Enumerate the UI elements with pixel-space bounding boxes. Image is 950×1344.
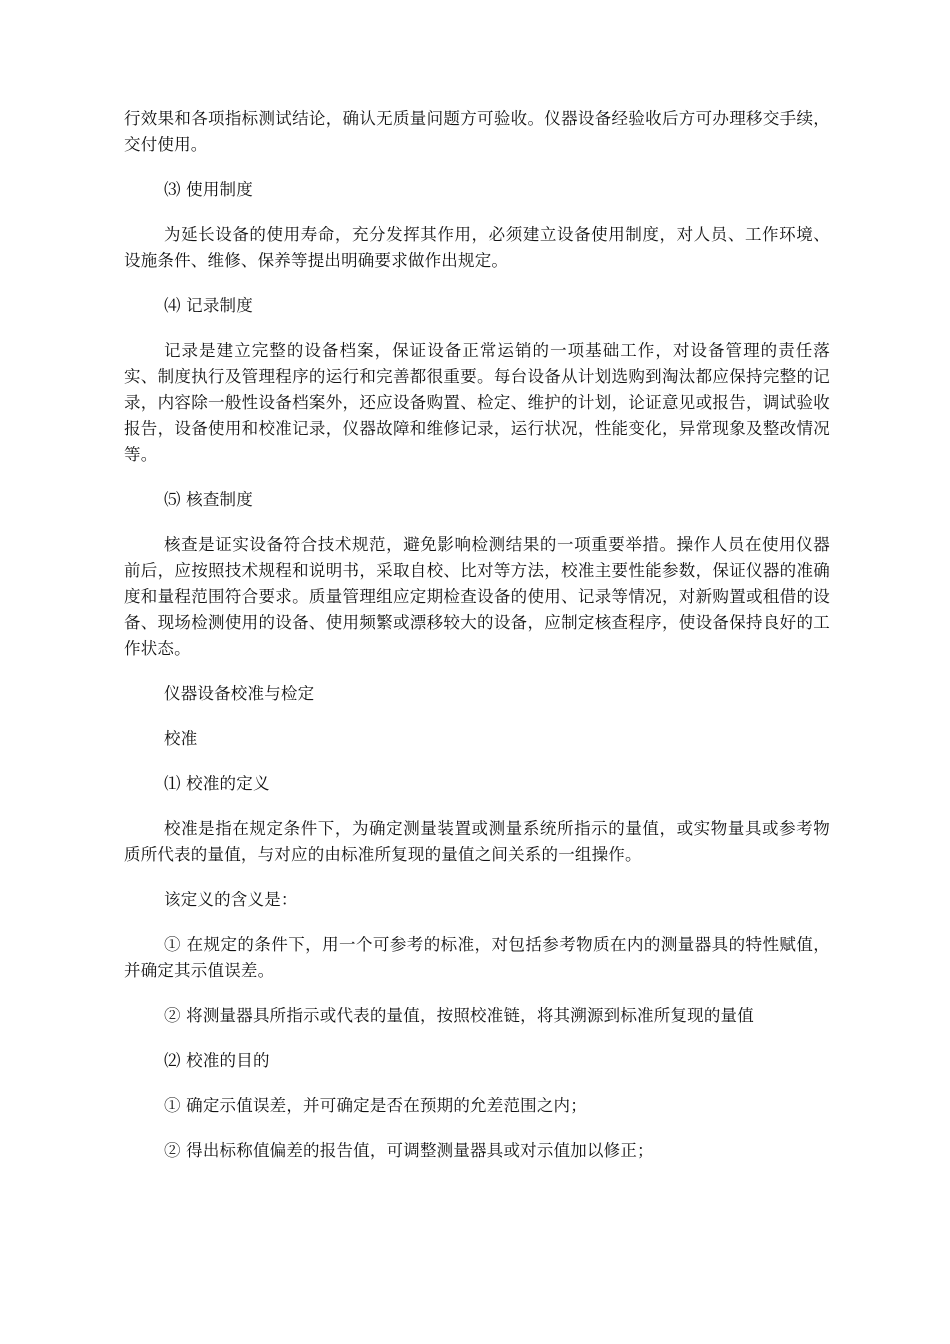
paragraph-record-system: 记录是建立完整的设备档案，保证设备正常运销的一项基础工作，对设备管理的责任落实、制度执行及管理程序的运行和完善都很重要。每台设备从计划选购到淘汰都应保持完整的记录，内容除一般性设备档案外，还应设备购置、检定、维护的计划，论证意见或报告，调试验收报告，设备使用和校准记录，仪器故障和维修记录，运行状况，性能变化，异常现象及整改情况等。 (124, 341, 830, 464)
paragraph-calibration-definition: 校准是指在规定条件下，为确定测量装置或测量系统所指示的量值，或实物量具或参考物质所代表的量值，与对应的由标准所复现的量值之间关系的一组操作。 (124, 819, 830, 864)
paragraph-usage-system: 为延长设备的使用寿命，充分发挥其作用，必须建立设备使用制度，对人员、工作环境、设施条件、维修、保养等提出明确要求做作出规定。 (124, 225, 830, 270)
heading-usage-system: ⑶ 使用制度 (164, 180, 253, 199)
list-item: ① 确定示值误差，并可确定是否在预期的允差范围之内； (164, 1096, 587, 1115)
heading-calibration-purpose: ⑵ 校准的目的 (164, 1051, 270, 1070)
heading-calibration-definition: ⑴ 校准的定义 (164, 774, 270, 793)
document-body (124, 106, 830, 1183)
paragraph-check-system: 核查是证实设备符合技术规范，避免影响检测结果的一项重要举措。操作人员在使用仪器前后，应按照技术规程和说明书，采取自校、比对等方法，校准主要性能参数，保证仪器的准确度和量程范围符合要求。质量管理组应定期检查设备的使用、记录等情况，对新购置或租借的设备、现场检测使用的设备、使用频繁或漂移较大的设备，应制定核查程序，使设备保持良好的工作状态。 (124, 535, 830, 658)
heading-calibration: 校准 (164, 729, 198, 748)
list-item: ① 在规定的条件下，用一个可参考的标准，对包括参考物质在内的测量器具的特性赋值，并确定其示值误差。 (124, 935, 830, 980)
list-item: ② 得出标称值偏差的报告值，可调整测量器具或对示值加以修正； (164, 1141, 654, 1160)
heading-calibration-verification: 仪器设备校准与检定 (164, 684, 315, 703)
paragraph-definition-meaning: 该定义的含义是： (164, 890, 298, 909)
heading-check-system: ⑸ 核查制度 (164, 490, 253, 509)
list-item: ② 将测量器具所指示或代表的量值，按照校准链，将其溯源到标准所复现的量值 (164, 1006, 754, 1025)
paragraph-continuation: 行效果和各项指标测试结论，确认无质量问题方可验收。仪器设备经验收后方可办理移交手续，交付使用。 (124, 109, 830, 154)
heading-record-system: ⑷ 记录制度 (164, 296, 253, 315)
